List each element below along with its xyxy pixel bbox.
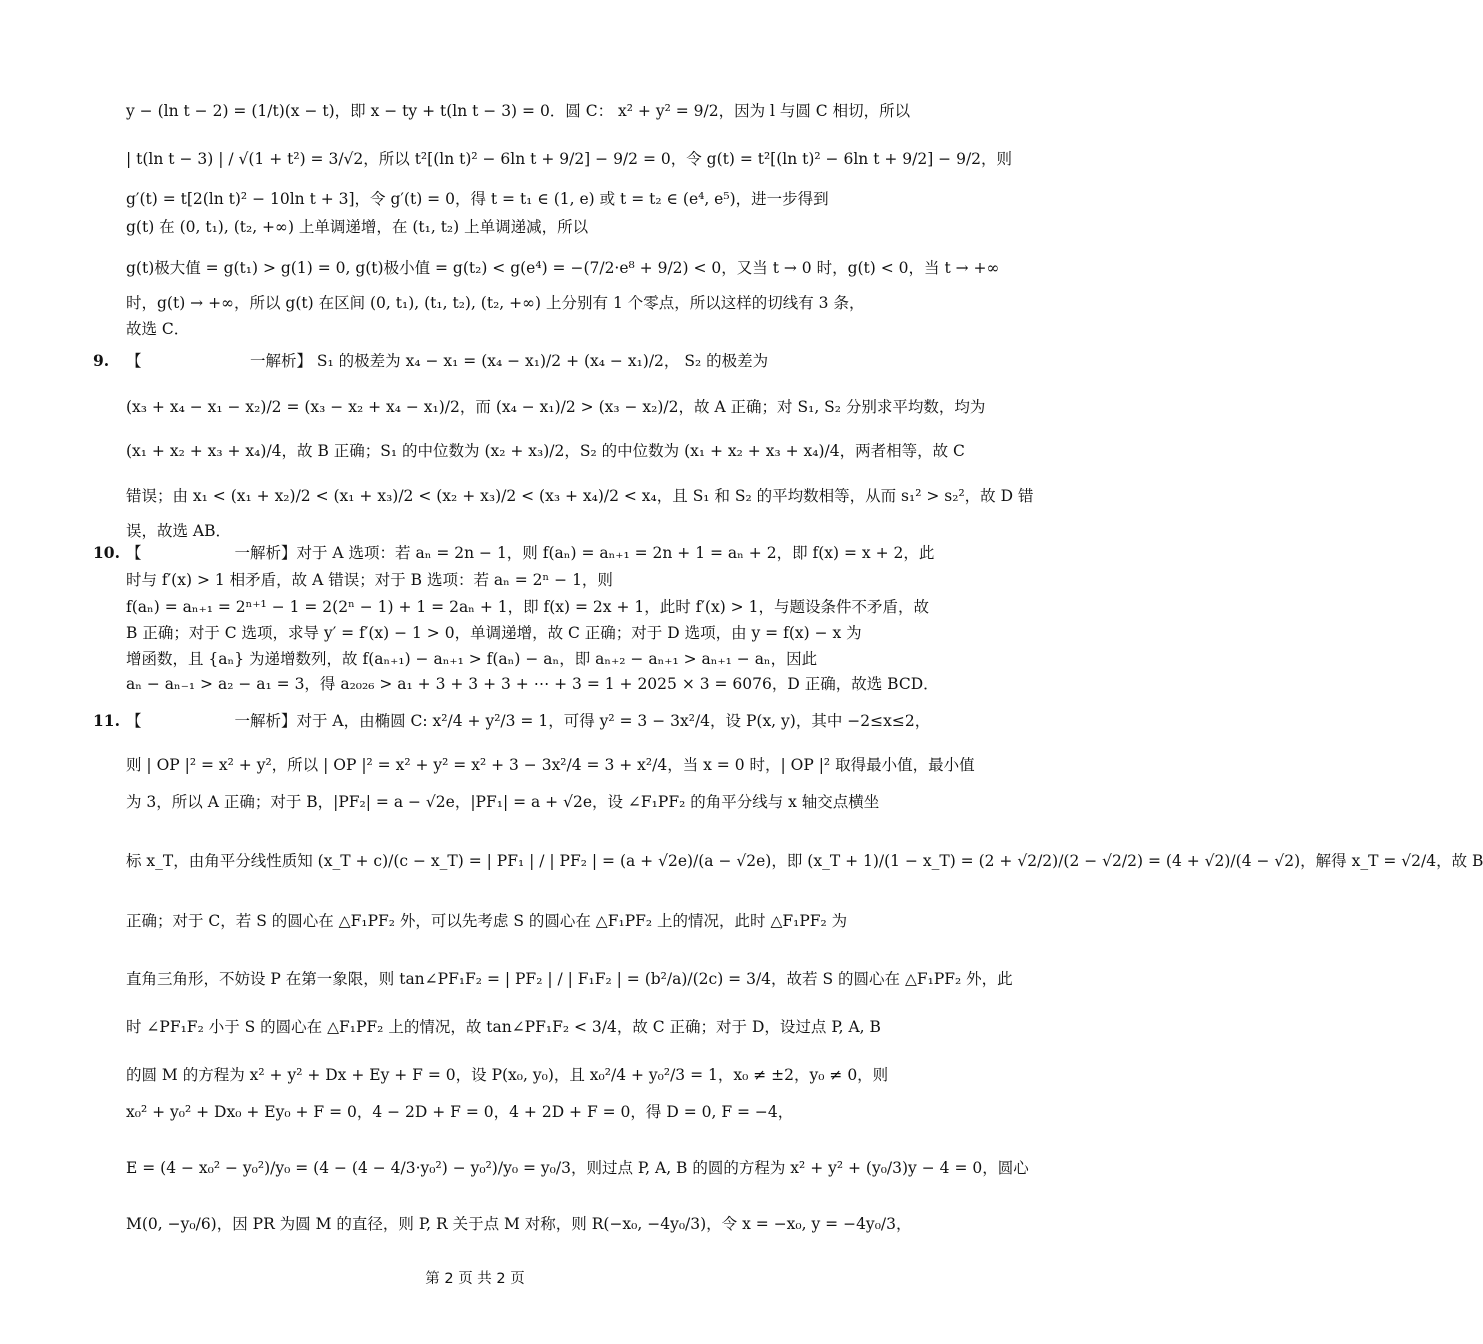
question-number: 9. — [93, 351, 110, 370]
text-line: x₀² + y₀² + Dx₀ + Ey₀ + F = 0，4 − 2D + F = 0，4 + 2D + F = 0，得 D = 0, F = −4， — [126, 1103, 794, 1121]
text-line: 则 | OP |² = x² + y²，所以 | OP |² = x² + y² = x² + 3 − 3x²/4 = 3 + x²/4，当 x = 0 时，| OP |² 取得最小值，最小值 — [126, 756, 975, 774]
text-line: 误，故选 AB． — [126, 522, 232, 540]
text-line: 故选 C． — [126, 320, 190, 338]
text-line: (x₁ + x₂ + x₃ + x₄)/4，故 B 正确；S₁ 的中位数为 (x₂ + x₃)/2，S₂ 的中位数为 (x₁ + x₂ + x₃ + x₄)/4，两者相等，故 C — [126, 442, 965, 460]
text-line: 时，g(t) → +∞，所以 g(t) 在区间 (0, t₁), (t₁, t₂), (t₂, +∞) 上分别有 1 个零点，所以这样的切线有 3 条， — [126, 294, 865, 312]
text-line: 时 ∠PF₁F₂ 小于 S 的圆心在 △F₁PF₂ 上的情况，故 tan∠PF₁F₂ < 3/4，故 C 正确；对于 D，设过点 P, A, B — [126, 1018, 881, 1036]
text-line: 【 一解析】 S₁ 的极差为 x₄ − x₁ = (x₄ − x₁)/2 + (x₄ − x₁)/2， S₂ 的极差为 — [126, 352, 769, 370]
text-line: 错误；由 x₁ < (x₁ + x₂)/2 < (x₁ + x₃)/2 < (x₂ + x₃)/2 < (x₃ + x₄)/2 < x₄，且 S₁ 和 S₂ 的平均数相等，从而 s₁² > s₂²，故 D 错 — [126, 487, 1034, 505]
text-line: 标 x_T，由角平分线性质知 (x_T + c)/(c − x_T) = | PF₁ | / | PF₂ | = (a + √2e)/(a − √2e)，即 (x_T + 1)/(1 − x_T) = (2 + √2/2)/(2 − √2/2) = (4 + √2)/(4 − √2)，解得 x_T = √2/4，故 B — [126, 852, 1483, 870]
text-line: y − (ln t − 2) = (1/t)(x − t)，即 x − ty + t(ln t − 3) = 0．圆 C： x² + y² = 9/2，因为 l 与圆 C 相切，所以 — [126, 102, 911, 120]
text-line: 正确；对于 C，若 S 的圆心在 △F₁PF₂ 外，可以先考虑 S 的圆心在 △F₁PF₂ 上的情况，此时 △F₁PF₂ 为 — [126, 912, 848, 930]
text-line: 的圆 M 的方程为 x² + y² + Dx + Ey + F = 0，设 P(x₀, y₀)，且 x₀²/4 + y₀²/3 = 1，x₀ ≠ ±2，y₀ ≠ 0，则 — [126, 1066, 889, 1084]
text-line: 增函数，且 {aₙ} 为递增数列，故 f(aₙ₊₁) − aₙ₊₁ > f(aₙ) − aₙ，即 aₙ₊₂ − aₙ₊₁ > aₙ₊₁ − aₙ，因此 — [126, 650, 818, 668]
text-line: g′(t) = t[2(ln t)² − 10ln t + 3]，令 g′(t) = 0，得 t = t₁ ∈ (1, e) 或 t = t₂ ∈ (e⁴, e⁵)，进一步得到 — [126, 190, 829, 208]
text-line: g(t) 在 (0, t₁), (t₂, +∞) 上单调递增，在 (t₁, t₂) 上单调递减，所以 — [126, 218, 589, 236]
text-line: B 正确；对于 C 选项，求导 y′ = f′(x) − 1 > 0，单调递增，故 C 正确；对于 D 选项，由 y = f(x) − x 为 — [126, 624, 862, 642]
text-line: 时与 f′(x) > 1 相矛盾，故 A 错误；对于 B 选项：若 aₙ = 2ⁿ − 1，则 — [126, 571, 613, 589]
text-line: f(aₙ) = aₙ₊₁ = 2ⁿ⁺¹ − 1 = 2(2ⁿ − 1) + 1 = 2aₙ + 1，即 f(x) = 2x + 1，此时 f′(x) > 1，与题设条件不矛盾，故 — [126, 598, 929, 616]
text-line: | t(ln t − 3) | / √(1 + t²) = 3/√2，所以 t²[(ln t)² − 6ln t + 9/2] − 9/2 = 0，令 g(t) = t²[(ln t)² − 6ln t + 9/2] − 9/2，则 — [126, 150, 1013, 168]
text-line: M(0, −y₀/6)，因 PR 为圆 M 的直径，则 P, R 关于点 M 对称，则 R(−x₀, −4y₀/3)，令 x = −x₀, y = −4y₀/3， — [126, 1215, 912, 1233]
text-line: 直角三角形，不妨设 P 在第一象限，则 tan∠PF₁F₂ = | PF₂ | / | F₁F₂ | = (b²/a)/(2c) = 3/4，故若 S 的圆心在 △F₁PF₂ 外，此 — [126, 970, 1013, 988]
text-line: aₙ − aₙ₋₁ > a₂ − a₁ = 3，得 a₂₀₂₆ > a₁ + 3 + 3 + 3 + ⋯ + 3 = 1 + 2025 × 3 = 6076，D 正确，故选 BCD． — [126, 675, 939, 693]
text-line: g(t)极大值 = g(t₁) > g(1) = 0, g(t)极小值 = g(t₂) < g(e⁴) = −(7/2·e⁸ + 9/2) < 0，又当 t → 0 时，g(t) < 0，当 t → +∞ — [126, 259, 1000, 277]
question-number: 10. — [93, 543, 120, 562]
page-footer: 第 2 页 共 2 页 — [425, 1271, 525, 1287]
text-line: E = (4 − x₀² − y₀²)/y₀ = (4 − (4 − 4/3·y₀²) − y₀²)/y₀ = y₀/3，则过点 P, A, B 的圆的方程为 x² + y² + (y₀/3)y − 4 = 0，圆心 — [126, 1159, 1029, 1177]
text-line: 为 3，所以 A 正确；对于 B，|PF₂| = a − √2e，|PF₁| = a + √2e，设 ∠F₁PF₂ 的角平分线与 x 轴交点横坐 — [126, 793, 880, 811]
text-line: 【 一解析】对于 A，由椭圆 C: x²/4 + y²/3 = 1，可得 y² = 3 − 3x²/4，设 P(x, y)，其中 −2≤x≤2， — [126, 712, 931, 730]
text-line: (x₃ + x₄ − x₁ − x₂)/2 = (x₃ − x₂ + x₄ − x₁)/2，而 (x₄ − x₁)/2 > (x₃ − x₂)/2，故 A 正确；对 S₁, S₂ 分别求平均数，均为 — [126, 398, 986, 416]
question-number: 11. — [93, 711, 120, 730]
text-line: 【 一解析】对于 A 选项：若 aₙ = 2n − 1，则 f(aₙ) = aₙ₊₁ = 2n + 1 = aₙ + 2，即 f(x) = x + 2，此 — [126, 544, 935, 562]
